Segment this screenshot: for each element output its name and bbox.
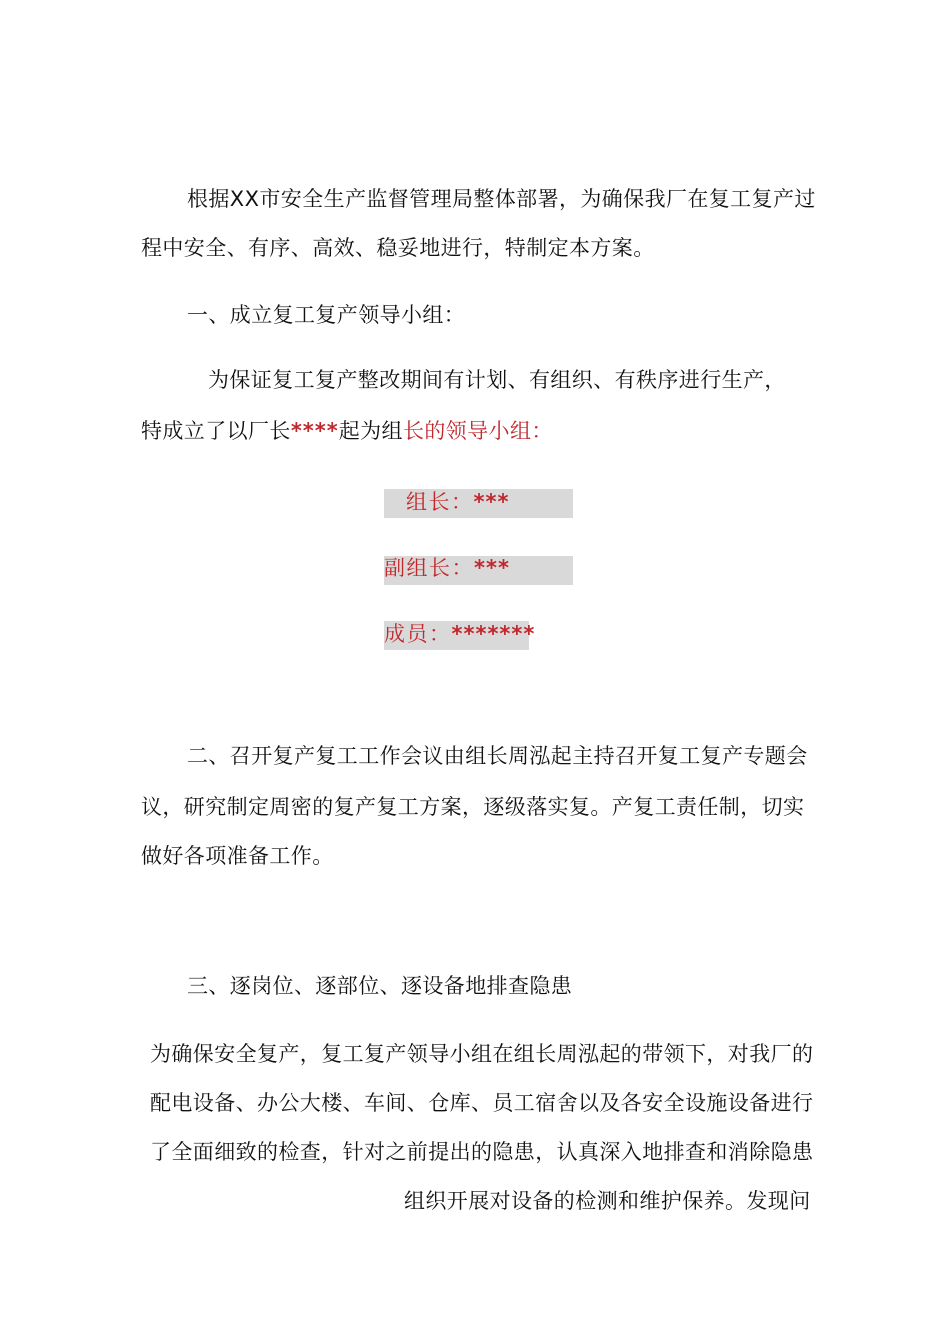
section-1-line-2-prefix: 特成立了以厂长 <box>141 419 291 443</box>
director-name-masked: **** <box>290 419 339 443</box>
section-3-line-2: 配电设备、办公大楼、车间、仓库、员工宿舍以及各安全设施设备进行 <box>150 1091 814 1115</box>
section-3-heading: 三、逐岗位、逐部位、逐设备地排查隐患 <box>187 974 573 998</box>
role-deputy <box>384 554 510 582</box>
role-leader-value: *** <box>473 490 510 514</box>
section-1-line-2-mid: 起为组 <box>338 419 403 443</box>
section-3-line-4: 组织开展对设备的检测和维护保养。发现问 <box>404 1189 811 1213</box>
role-members-label: 成员： <box>384 622 452 646</box>
role-deputy-value: *** <box>474 556 510 580</box>
intro-line-2: 程中安全、有序、高效、稳妥地进行，特制定本方案。 <box>141 236 655 260</box>
section-1-heading: 一、成立复工复产领导小组： <box>187 303 466 327</box>
intro-line-1: 根据XX市安全生产监督管理局整体部署，为确保我厂在复工复产过 <box>187 187 816 211</box>
section-3-line-3: 了全面细致的检查，针对之前提出的隐患，认真深入地排查和消除隐患 <box>150 1140 814 1164</box>
section-2-line-3: 做好各项准备工作。 <box>141 844 334 868</box>
section-1-line-2-red: 长的领导小组： <box>402 419 553 443</box>
section-1-line-1: 为保证复工复产整改期间有计划、有组织、有秩序进行生产， <box>208 368 786 392</box>
role-leader-label: 组长： <box>406 490 474 514</box>
section-2-line-1: 二、召开复产复工工作会议由组长周泓起主持召开复工复产专题会 <box>187 744 808 768</box>
role-members-value: ******* <box>451 622 536 646</box>
role-members <box>384 620 535 648</box>
section-3-line-1: 为确保安全复产，复工复产领导小组在组长周泓起的带领下，对我厂的 <box>150 1042 814 1066</box>
section-1-line-2 <box>141 416 553 446</box>
role-deputy-label: 副组长： <box>384 556 474 580</box>
role-leader <box>406 488 509 516</box>
section-2-line-2: 议，研究制定周密的复产复工方案，逐级落实复。产复工责任制，切实 <box>141 795 805 819</box>
